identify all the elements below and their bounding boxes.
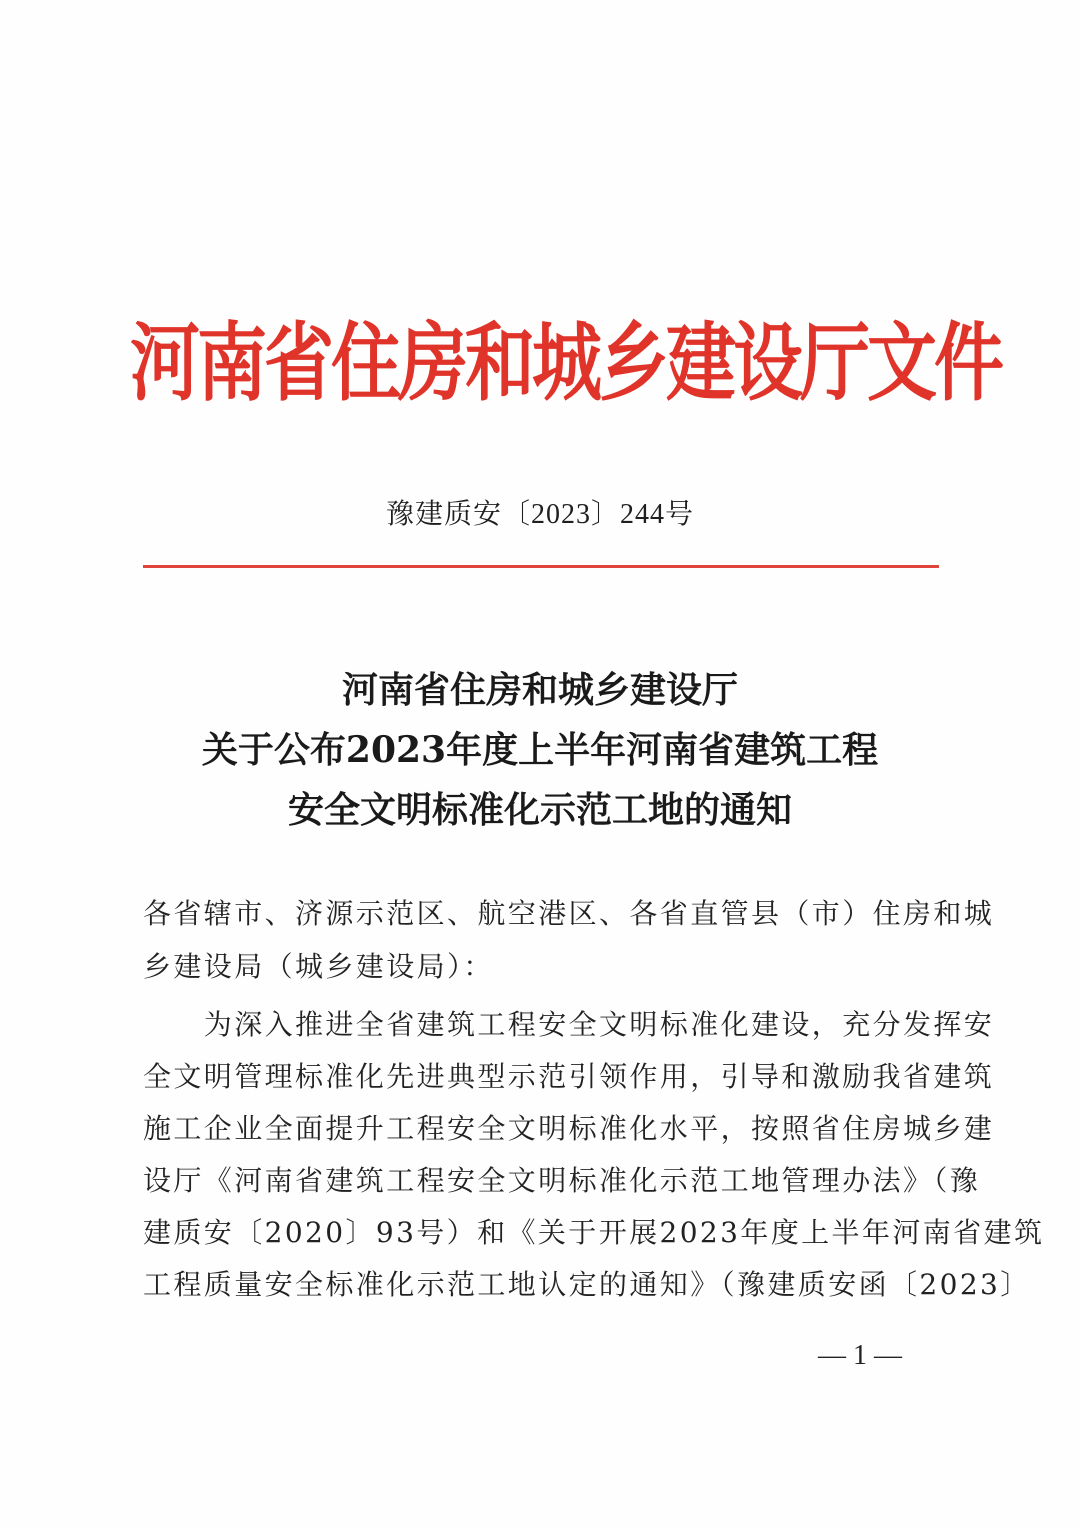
title-line-1: 河南省住房和城乡建设厅	[341, 669, 738, 711]
title-line-3: 安全文明标准化示范工地的通知	[287, 789, 792, 831]
body-line: 工程质量安全标准化示范工地认定的通知》（豫建质安函〔2023〕	[143, 1268, 1031, 1301]
body-line: 为深入推进全省建筑工程安全文明标准化建设，充分发挥安	[143, 1008, 995, 1041]
body-line: 建质安〔2020〕93号）和《关于开展2023年度上半年河南省建筑	[143, 1216, 1045, 1249]
body-line: 各省辖市、济源示范区、航空港区、各省直管县（市）住房和城	[143, 897, 995, 930]
notice-title	[120, 660, 960, 840]
issuer-masthead: 河南省住房和城乡建设厅文件	[130, 311, 1001, 414]
body-line: 全文明管理标准化先进典型示范引领作用，引导和激励我省建筑	[143, 1060, 995, 1093]
body-line: 设厅《河南省建筑工程安全文明标准化示范工地管理办法》（豫	[143, 1164, 981, 1197]
body-line: 乡建设局（城乡建设局）：	[143, 950, 494, 983]
page-number: — 1 —	[818, 1340, 902, 1371]
title-line-2: 关于公布2023年度上半年河南省建筑工程	[201, 729, 879, 771]
document-number: 豫建质安〔2023〕244号	[385, 499, 694, 530]
body-line: 施工企业全面提升工程安全文明标准化水平，按照省住房城乡建	[143, 1112, 995, 1145]
red-divider-rule	[143, 565, 939, 568]
